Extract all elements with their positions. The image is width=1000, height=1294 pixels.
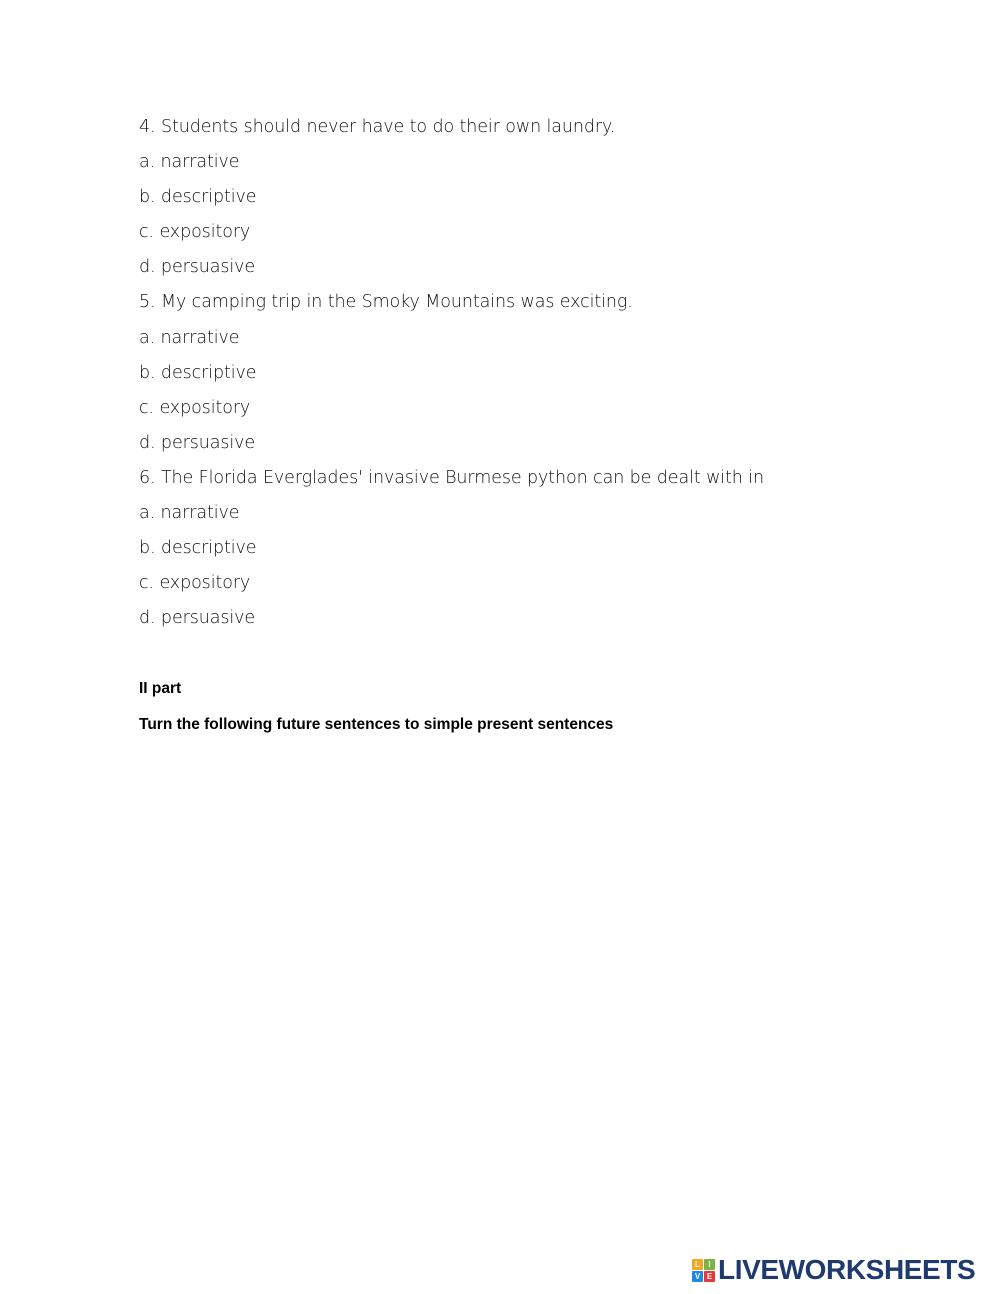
logo-block: V	[692, 1271, 703, 1282]
answer-option: a. narrative	[139, 152, 240, 173]
question-4	[139, 114, 899, 289]
liveworksheets-logo	[692, 1254, 975, 1286]
part-two-heading: II part	[139, 680, 182, 697]
answer-option: d. persuasive	[139, 257, 256, 278]
logo-block: L	[692, 1259, 703, 1270]
answer-option: b. descriptive	[139, 187, 257, 208]
logo-icon	[692, 1259, 715, 1282]
question-6	[139, 465, 899, 640]
question-prompt: 6. The Florida Everglades' invasive Burmese python can be dealt with in	[139, 467, 765, 488]
answer-option: a. narrative	[139, 327, 240, 348]
logo-block: E	[704, 1271, 715, 1282]
question-prompt: 4. Students should never have to do their own laundry.	[139, 117, 616, 137]
logo-block: I	[704, 1259, 715, 1270]
question-prompt: 5. My camping trip in the Smoky Mountains was exciting.	[139, 292, 633, 313]
answer-option: d. persuasive	[139, 432, 256, 453]
answer-option: b. descriptive	[139, 538, 257, 559]
brand-name: LIVEWORKSHEETS	[718, 1254, 976, 1285]
answer-option: a. narrative	[139, 503, 240, 524]
answer-option: c. expository	[139, 397, 251, 418]
answer-option: c. expository	[139, 222, 251, 243]
part-two-section	[139, 678, 613, 736]
questions-list	[139, 114, 899, 640]
answer-option: b. descriptive	[139, 362, 257, 383]
part-two-instruction: Turn the following future sentences to simple present sentences	[139, 716, 614, 733]
question-5	[139, 289, 899, 464]
answer-option: c. expository	[139, 573, 251, 594]
answer-option: d. persuasive	[139, 608, 256, 629]
